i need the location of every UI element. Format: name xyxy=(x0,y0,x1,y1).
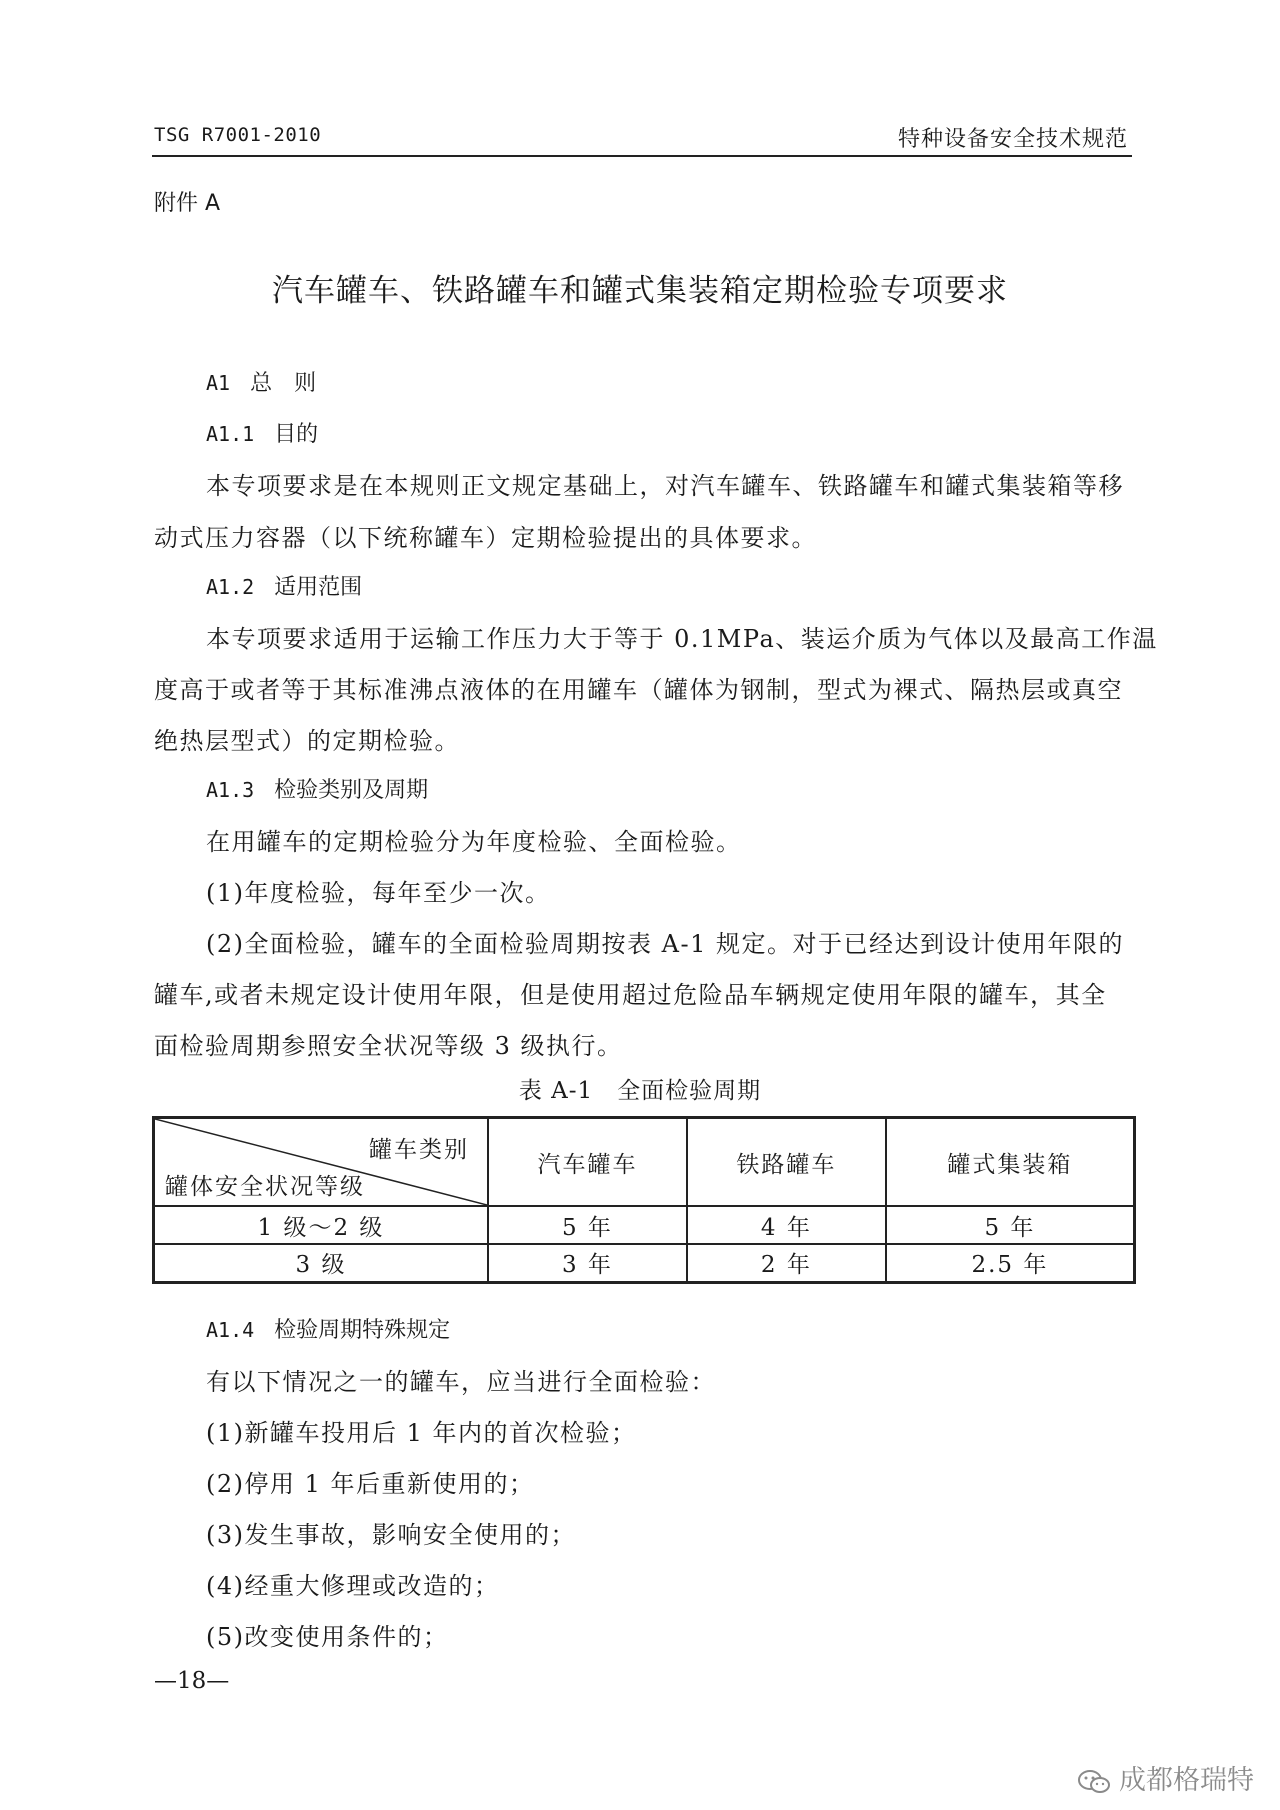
section-number: A1.2 xyxy=(206,575,255,599)
watermark-text: 成都格瑞特 xyxy=(1119,1765,1254,1796)
period-cell: 5 年 xyxy=(886,1206,1135,1244)
paragraph-line: 动式压力容器（以下统称罐车）定期检验提出的具体要求。 xyxy=(154,524,817,552)
table-corner-cell xyxy=(154,1118,489,1207)
list-item: (2)停用 1 年后重新使用的； xyxy=(206,1470,535,1498)
column-header: 铁路罐车 xyxy=(687,1118,886,1207)
paragraph-line: 度高于或者等于其标准沸点液体的在用罐车（罐体为钢制，型式为裸式、隔热层或真空 xyxy=(154,676,1123,704)
header-category: 特种设备安全技术规范 xyxy=(897,127,1128,152)
corner-bottom-label: 罐体安全状况等级 xyxy=(165,1174,365,1200)
grade-cell: 1 级～2 级 xyxy=(154,1206,489,1244)
grade-cell: 3 级 xyxy=(154,1244,489,1282)
period-cell: 2 年 xyxy=(687,1244,886,1282)
page-title: 汽车罐车、铁路罐车和罐式集装箱定期检验专项要求 xyxy=(272,273,1008,309)
paragraph-line: 在用罐车的定期检验分为年度检验、全面检验。 xyxy=(206,828,742,856)
paragraph-line: 面检验周期参照安全状况等级 3 级执行。 xyxy=(154,1032,623,1060)
table-row xyxy=(154,1244,1135,1282)
period-cell: 4 年 xyxy=(687,1206,886,1244)
section-title: 检验周期特殊规定 xyxy=(274,1318,451,1343)
list-item: (1)年度检验，每年至少一次。 xyxy=(206,879,551,907)
table-header-row xyxy=(154,1118,1135,1207)
section-a1-4-heading xyxy=(206,1313,450,1344)
corner-top-label: 罐车类别 xyxy=(369,1137,469,1163)
inspection-period-table xyxy=(152,1116,1136,1284)
paragraph-line: 本专项要求是在本规则正文规定基础上，对汽车罐车、铁路罐车和罐式集装箱等移 xyxy=(206,472,1124,500)
period-cell: 3 年 xyxy=(488,1244,687,1282)
section-number: A1.3 xyxy=(206,778,255,802)
period-cell: 2.5 年 xyxy=(886,1244,1135,1282)
period-cell: 5 年 xyxy=(488,1206,687,1244)
appendix-label: 附件 A xyxy=(154,191,221,216)
paragraph-line: 绝热层型式）的定期检验。 xyxy=(154,727,460,755)
column-header: 罐式集装箱 xyxy=(886,1118,1135,1207)
section-number: A1.4 xyxy=(206,1318,255,1342)
paragraph-line: 本专项要求适用于运输工作压力大于等于 0.1MPa、装运介质为气体以及最高工作温 xyxy=(206,625,1158,653)
paragraph-line: 罐车,或者未规定设计使用年限，但是使用超过危险品车辆规定使用年限的罐车，其全 xyxy=(154,981,1107,1009)
section-title: 检验类别及周期 xyxy=(274,778,429,803)
column-header: 汽车罐车 xyxy=(488,1118,687,1207)
section-title: 适用范围 xyxy=(274,575,363,600)
list-item: (2)全面检验，罐车的全面检验周期按表 A-1 规定。对于已经达到设计使用年限的 xyxy=(206,930,1124,958)
section-a1-3-heading xyxy=(206,773,428,804)
section-a1-heading xyxy=(206,366,316,397)
section-number: A1 xyxy=(206,371,231,395)
table-caption: 表 A-1 全面检验周期 xyxy=(518,1078,762,1104)
watermark xyxy=(1077,1758,1254,1797)
section-a1-1-heading xyxy=(206,417,318,448)
wechat-icon xyxy=(1077,1769,1111,1795)
list-item: (4)经重大修理或改造的； xyxy=(206,1572,500,1600)
section-title: 总 则 xyxy=(250,371,317,396)
header-code: TSG R7001-2010 xyxy=(154,124,322,146)
header-rule xyxy=(152,155,1132,157)
table-row xyxy=(154,1206,1135,1244)
list-item: (5)改变使用条件的； xyxy=(206,1623,449,1651)
section-title: 目的 xyxy=(274,422,319,447)
list-item: (1)新罐车投用后 1 年内的首次检验； xyxy=(206,1419,637,1447)
list-item: (3)发生事故，影响安全使用的； xyxy=(206,1521,576,1549)
section-number: A1.1 xyxy=(206,422,255,446)
section-a1-2-heading xyxy=(206,570,362,601)
paragraph-line: 有以下情况之一的罐车，应当进行全面检验： xyxy=(206,1368,716,1396)
page-number: —18— xyxy=(154,1668,230,1694)
